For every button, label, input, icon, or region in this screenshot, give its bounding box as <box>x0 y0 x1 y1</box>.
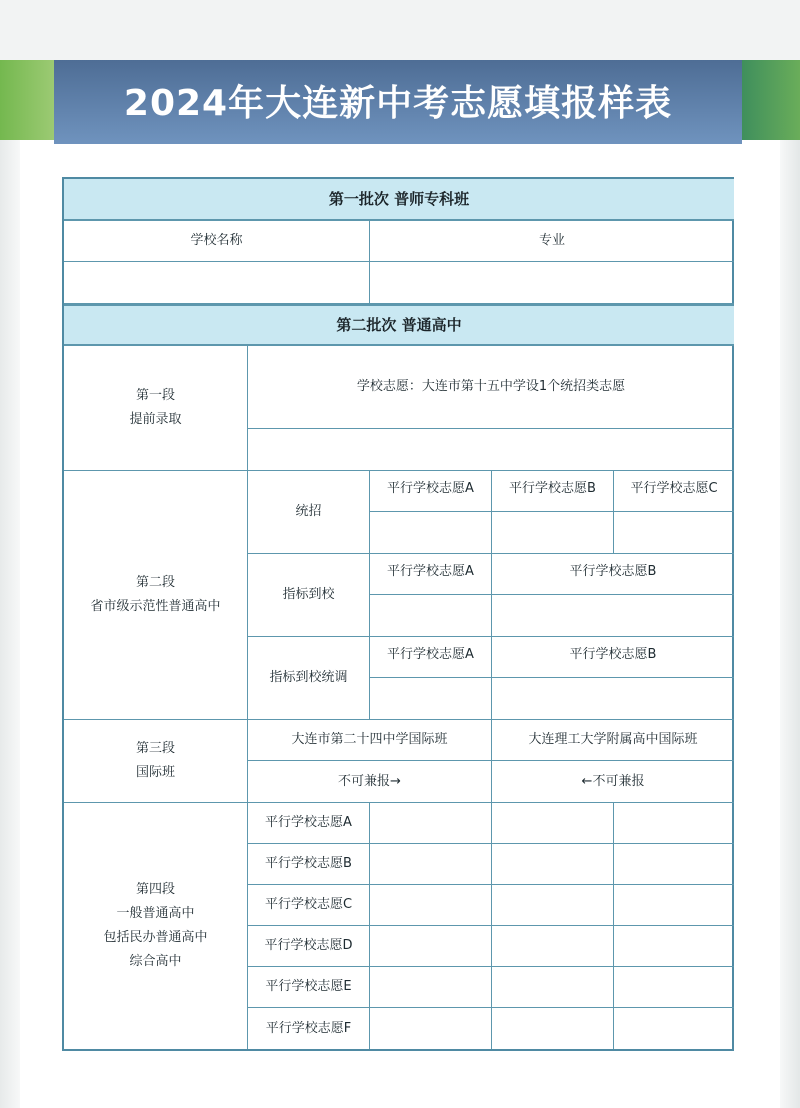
seg2-row1-a: 平行学校志愿A <box>370 471 492 512</box>
seg3-line2: 国际班 <box>135 765 175 780</box>
seg4-wish-d-input-1[interactable] <box>370 926 492 967</box>
seg2-row1-b: 平行学校志愿B <box>492 471 614 512</box>
seg4-wish-e-input-2[interactable] <box>492 967 614 1008</box>
seg2-row3-label: 指标到校统调 <box>248 637 370 720</box>
seg2-row1-a-input[interactable] <box>370 512 492 554</box>
batch1-major-input[interactable] <box>370 262 734 304</box>
seg3-line1: 第三段 <box>135 741 175 756</box>
seg1-wish-text: 学校志愿：大连市第十五中学设1个统招类志愿 <box>248 346 734 429</box>
seg2-row3-b: 平行学校志愿B <box>492 637 734 678</box>
batch1-col-school: 学校名称 <box>64 221 370 262</box>
seg4-wish-e: 平行学校志愿E <box>248 967 370 1008</box>
seg4-wish-b-input-2[interactable] <box>492 844 614 885</box>
decor-bar-left <box>0 60 54 140</box>
seg4-wish-a-input-2[interactable] <box>492 803 614 844</box>
batch1-header: 第一批次 普师专科班 <box>64 179 734 221</box>
seg4-wish-b-input-1[interactable] <box>370 844 492 885</box>
seg4-wish-e-input-1[interactable] <box>370 967 492 1008</box>
seg4-wish-f-input-3[interactable] <box>614 1008 734 1049</box>
seg4-wish-d-input-3[interactable] <box>614 926 734 967</box>
seg1-line1: 第一段 <box>135 388 175 403</box>
decor-bar-right <box>742 60 800 140</box>
seg4-line1: 第四段 <box>135 882 175 897</box>
paper-edge-right <box>780 140 800 1108</box>
seg2-row2-a-input[interactable] <box>370 595 492 637</box>
seg4-wish-f-input-2[interactable] <box>492 1008 614 1049</box>
seg4-wish-a-input-1[interactable] <box>370 803 492 844</box>
seg1-line2: 提前录取 <box>129 412 182 427</box>
seg4-label <box>64 803 248 1049</box>
seg3-note-right: ←不可兼报 <box>492 761 734 803</box>
seg4-wish-b-input-3[interactable] <box>614 844 734 885</box>
seg3-label <box>64 720 248 803</box>
seg2-line1: 第二段 <box>135 575 175 590</box>
seg4-wish-f-input-1[interactable] <box>370 1008 492 1049</box>
seg4-line3: 包括民办普通高中 <box>103 930 208 945</box>
seg4-line2: 一般普通高中 <box>116 906 195 921</box>
seg4-wish-c-input-1[interactable] <box>370 885 492 926</box>
title-banner <box>54 60 742 144</box>
seg2-label <box>64 471 248 720</box>
seg2-row1-c: 平行学校志愿C <box>614 471 734 512</box>
seg4-wish-a-input-3[interactable] <box>614 803 734 844</box>
seg4-wish-f: 平行学校志愿F <box>248 1008 370 1049</box>
batch2-header: 第二批次 普通高中 <box>64 304 734 346</box>
seg3-school-left: 大连市第二十四中学国际班 <box>248 720 492 761</box>
form-table <box>62 177 734 1051</box>
seg4-wish-d: 平行学校志愿D <box>248 926 370 967</box>
seg4-wish-c-input-2[interactable] <box>492 885 614 926</box>
seg2-row1-label: 统招 <box>248 471 370 554</box>
seg4-wish-c: 平行学校志愿C <box>248 885 370 926</box>
seg3-note-left: 不可兼报→ <box>248 761 492 803</box>
seg2-row3-a-input[interactable] <box>370 678 492 720</box>
seg2-row3-b-input[interactable] <box>492 678 734 720</box>
seg4-line4: 综合高中 <box>129 954 182 969</box>
seg2-row3-a: 平行学校志愿A <box>370 637 492 678</box>
batch1-school-input[interactable] <box>64 262 370 304</box>
seg3-school-right: 大连理工大学附属高中国际班 <box>492 720 734 761</box>
seg2-row1-b-input[interactable] <box>492 512 614 554</box>
seg4-wish-c-input-3[interactable] <box>614 885 734 926</box>
seg4-wish-e-input-3[interactable] <box>614 967 734 1008</box>
batch1-col-major: 专业 <box>370 221 734 262</box>
seg2-row2-b: 平行学校志愿B <box>492 554 734 595</box>
seg4-wish-a: 平行学校志愿A <box>248 803 370 844</box>
seg2-row2-a: 平行学校志愿A <box>370 554 492 595</box>
page-title: 2024年大连新中考志愿填报样表 <box>123 82 673 124</box>
seg4-wish-d-input-2[interactable] <box>492 926 614 967</box>
seg2-row2-b-input[interactable] <box>492 595 734 637</box>
seg2-row1-c-input[interactable] <box>614 512 734 554</box>
seg1-label <box>64 346 248 471</box>
seg2-row2-label: 指标到校 <box>248 554 370 637</box>
seg1-wish-input[interactable] <box>248 429 734 471</box>
paper-edge-left <box>0 140 20 1108</box>
seg4-wish-b: 平行学校志愿B <box>248 844 370 885</box>
seg2-line2: 省市级示范性普通高中 <box>90 599 221 614</box>
